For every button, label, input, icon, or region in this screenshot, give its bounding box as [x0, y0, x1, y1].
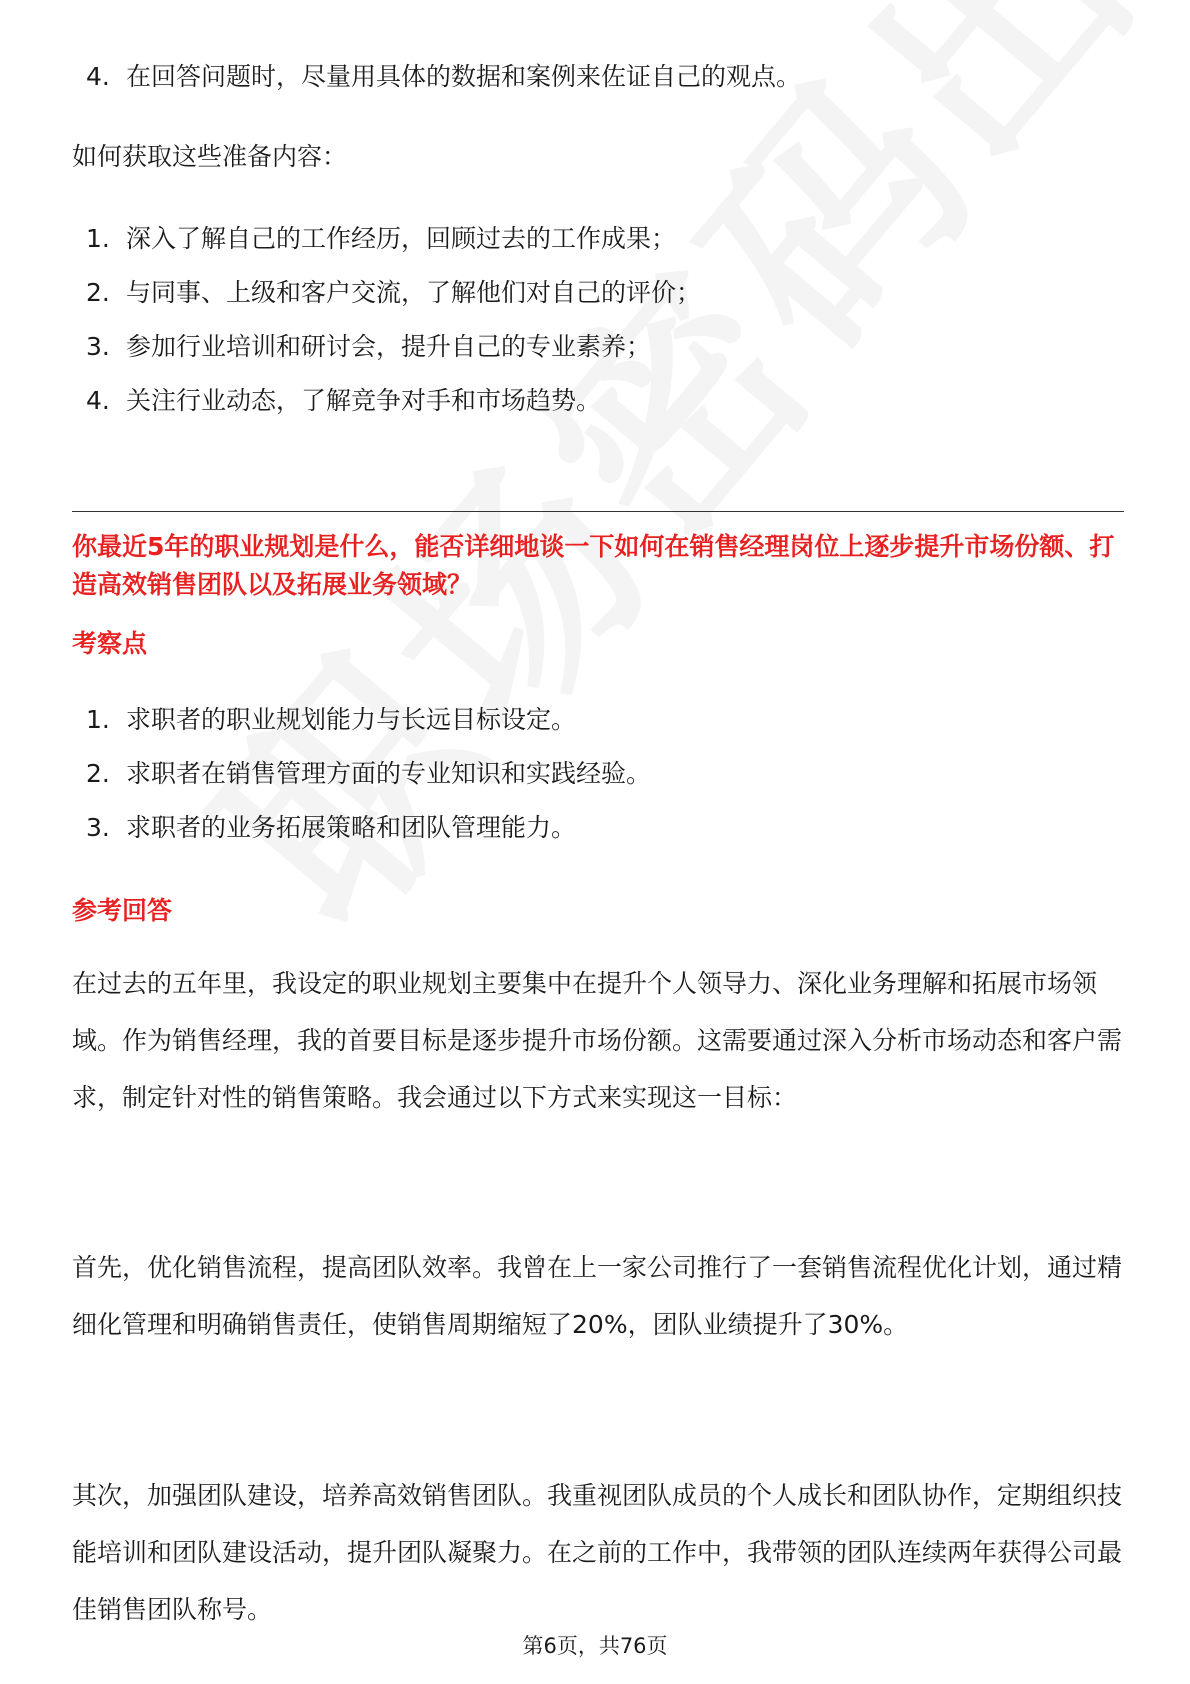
list-item — [86, 318, 651, 376]
list-text: 在回答问题时，尽量用具体的数据和案例来佐证自己的观点。 — [126, 62, 802, 91]
answer-paragraph: 首先，优化销售流程，提高团队效率。我曾在上一家公司推行了一套销售流程优化计划，通过精细化管理和明确销售责任，使销售周期缩短了20%，团队业绩提升了30%。 — [72, 1253, 1123, 1339]
list-item — [86, 372, 601, 430]
list-item — [86, 799, 576, 857]
list-text: 求职者的业务拓展策略和团队管理能力。 — [126, 813, 577, 842]
interview-question: 你最近5年的职业规划是什么，能否详细地谈一下如何在销售经理岗位上逐步提升市场份额、打造高效销售团队以及拓展业务领域？ — [72, 532, 1115, 599]
answer-paragraph: 其次，加强团队建设，培养高效销售团队。我重视团队成员的个人成长和团队协作，定期组织技能培训和团队建设活动，提升团队凝聚力。在之前的工作中，我带领的团队连续两年获得公司最佳销售团队称号。 — [72, 1481, 1123, 1624]
list-item — [86, 210, 676, 268]
focus-heading: 考察点 — [72, 629, 148, 658]
page-footer: 第6页，共76页 — [522, 1634, 668, 1658]
list-text: 参加行业培训和研讨会，提升自己的专业素养； — [126, 332, 652, 361]
list-number: 4. — [86, 62, 110, 91]
list-text: 求职者的职业规划能力与长远目标设定。 — [126, 705, 577, 734]
list-item — [86, 48, 801, 106]
list-number: 3. — [86, 332, 110, 361]
list-text: 关注行业动态，了解竞争对手和市场趋势。 — [126, 386, 602, 415]
list-text: 求职者在销售管理方面的专业知识和实践经验。 — [126, 759, 652, 788]
answer-paragraph: 在过去的五年里，我设定的职业规划主要集中在提升个人领导力、深化业务理解和拓展市场领域。作为销售经理，我的首要目标是逐步提升市场份额。这需要通过深入分析市场动态和客户需求，制定针对性的销售策略。我会通过以下方式来实现这一目标： — [72, 969, 1123, 1112]
list-number: 1. — [86, 705, 110, 734]
list-text: 深入了解自己的工作经历，回顾过去的工作成果； — [126, 224, 677, 253]
prep-heading: 如何获取这些准备内容： — [72, 142, 348, 171]
list-item — [86, 691, 576, 749]
list-text: 与同事、上级和客户交流，了解他们对自己的评价； — [126, 278, 702, 307]
section-divider — [72, 511, 1124, 512]
list-number: 2. — [86, 759, 110, 788]
list-item — [86, 745, 651, 803]
list-number: 3. — [86, 813, 110, 842]
list-number: 1. — [86, 224, 110, 253]
answer-heading: 参考回答 — [72, 896, 173, 925]
list-number: 4. — [86, 386, 110, 415]
list-number: 2. — [86, 278, 110, 307]
list-item — [86, 264, 701, 322]
